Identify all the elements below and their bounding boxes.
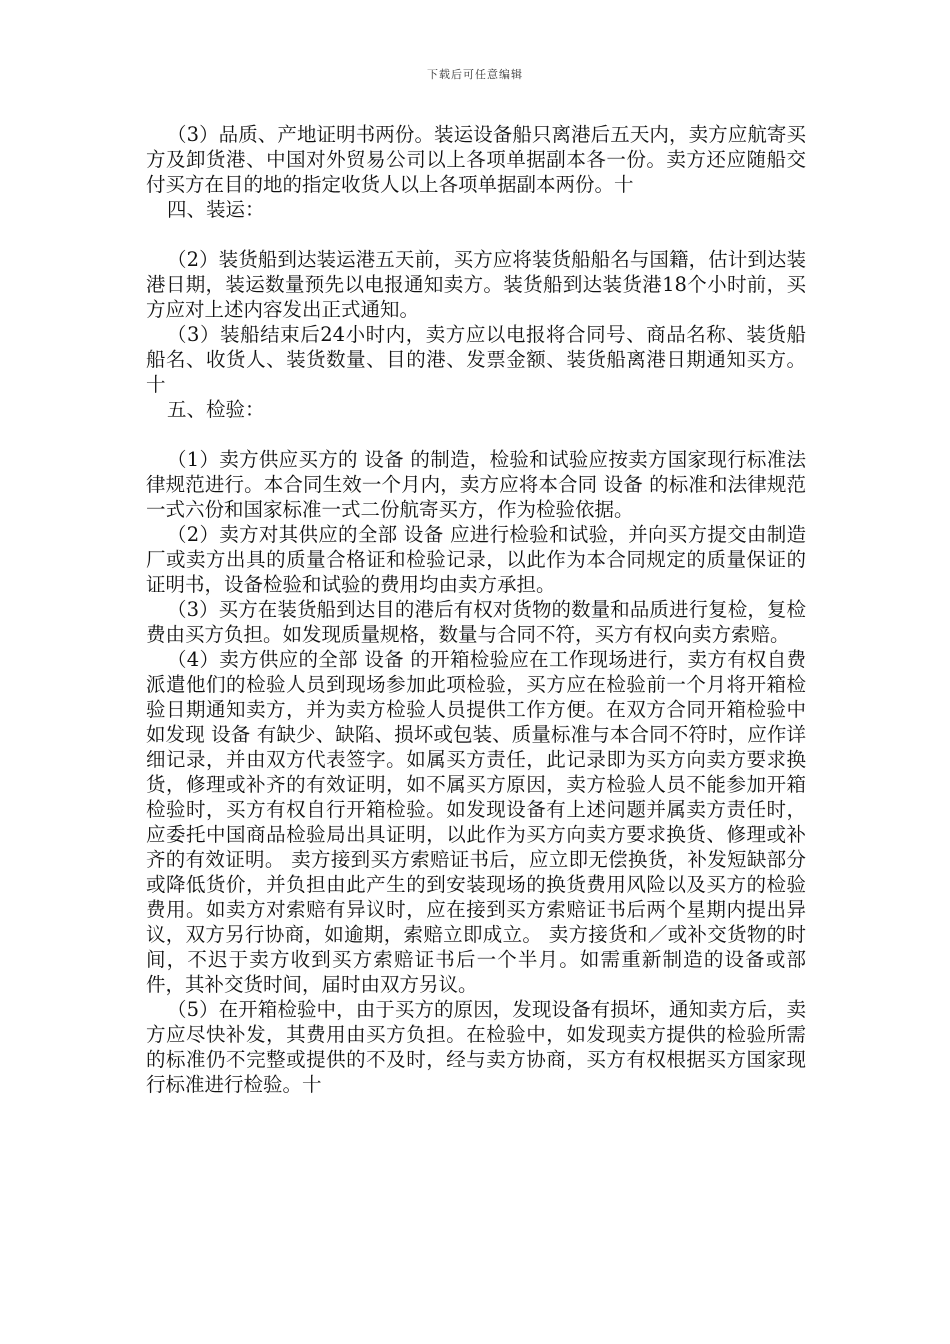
blank-line xyxy=(146,222,806,247)
section-heading-shipment: 四、装运： xyxy=(167,198,265,221)
paragraph-inspection-3: （3）买方在装货船到达目的港后有权对货物的数量和品质进行复检，复检费由买方负担。如发现质量规格，数量与合同不符，买方有权向卖方索赔。 xyxy=(146,598,806,646)
paragraph-inspection-1: （1）卖方供应买方的 设备 的制造，检验和试验应按卖方国家现行标准法律规范进行。本合同生效一个月内，卖方应将本合同 设备 的标准和法律规范一式六份和国家标准一式二份航寄买方，作为检验依据。 xyxy=(146,448,806,521)
paragraph-inspection-2: （2）卖方对其供应的全部 设备 应进行检验和试验，并向买方提交由制造厂或卖方出具的质量合格证和检验记录，以此作为本合同规定的质量保证的证明书，设备检验和试验的费用均由卖方承担。 xyxy=(146,523,806,596)
blank-line xyxy=(146,422,806,447)
section-heading-inspection: 五、检验： xyxy=(167,398,265,421)
paragraph-shipment-2: （2）装货船到达装运港五天前，买方应将装货船船名与国籍，估计到达装港日期，装运数量预先以电报通知卖方。装货船到达装货港18个小时前，买方应对上述内容发出正式通知。 xyxy=(146,248,806,321)
page-header: 下载后可任意编辑 xyxy=(427,68,523,81)
paragraph-inspection-5: （5）在开箱检验中，由于买方的原因，发现设备有损坏，通知卖方后，卖方应尽快补发，其费用由买方负担。在检验中，如发现卖方提供的检验所需的标准仍不完整或提供的不及时，经与卖方协商，买方有权根据买方国家现行标准进行检验。十 xyxy=(146,998,806,1096)
paragraph-shipment-3: （3）装船结束后24小时内，卖方应以电报将合同号、商品名称、装货船船名、收货人、装货数量、目的港、发票金额、装货船离港日期通知买方。十 xyxy=(146,323,806,396)
paragraph-inspection-4: （4）卖方供应的全部 设备 的开箱检验应在工作现场进行，卖方有权自费派遣他们的检验人员到现场参加此项检验，买方应在检验前一个月将开箱检验日期通知卖方，并为卖方检验人员提供工作方便。在双方合同开箱检验中如发现 设备 有缺少、缺陷、损坏或包装、质量标准与本合同不符时，应作详细记录，并由双方代表签字。如属买方责任，此记录即为买方向卖方要求换货，修理或补齐的有效证明，如不属买方原因，卖方检验人员不能参加开箱检验时，买方有权自行开箱检验。如发现设备有上述问题并属卖方责任时，应委托中国商品检验局出具证明，以此作为买方向卖方要求换货、修理或补齐的有效证明。 卖方接到买方索赔证书后，应立即无偿换货，补发短缺部分或降低货价，并负担由此产生的到安装现场的换货费用风险以及买方的检验费用。如卖方对索赔有异议时，应在接到买方索赔证书后两个星期内提出异议，双方另行协商，如逾期，索赔立即成立。 卖方接货和／或补交货物的时间，不迟于卖方收到买方索赔证书后一个半月。如需重新制造的设备或部件，其补交货时间，届时由双方另议。 xyxy=(146,648,806,996)
paragraph-quality-certificate: （3）品质、产地证明书两份。装运设备船只离港后五天内，卖方应航寄买方及卸货港、中国对外贸易公司以上各项单据副本各一份。卖方还应随船交付买方在目的地的指定收货人以上各项单据副本两份。十 xyxy=(146,123,806,196)
document-body xyxy=(146,122,806,1097)
